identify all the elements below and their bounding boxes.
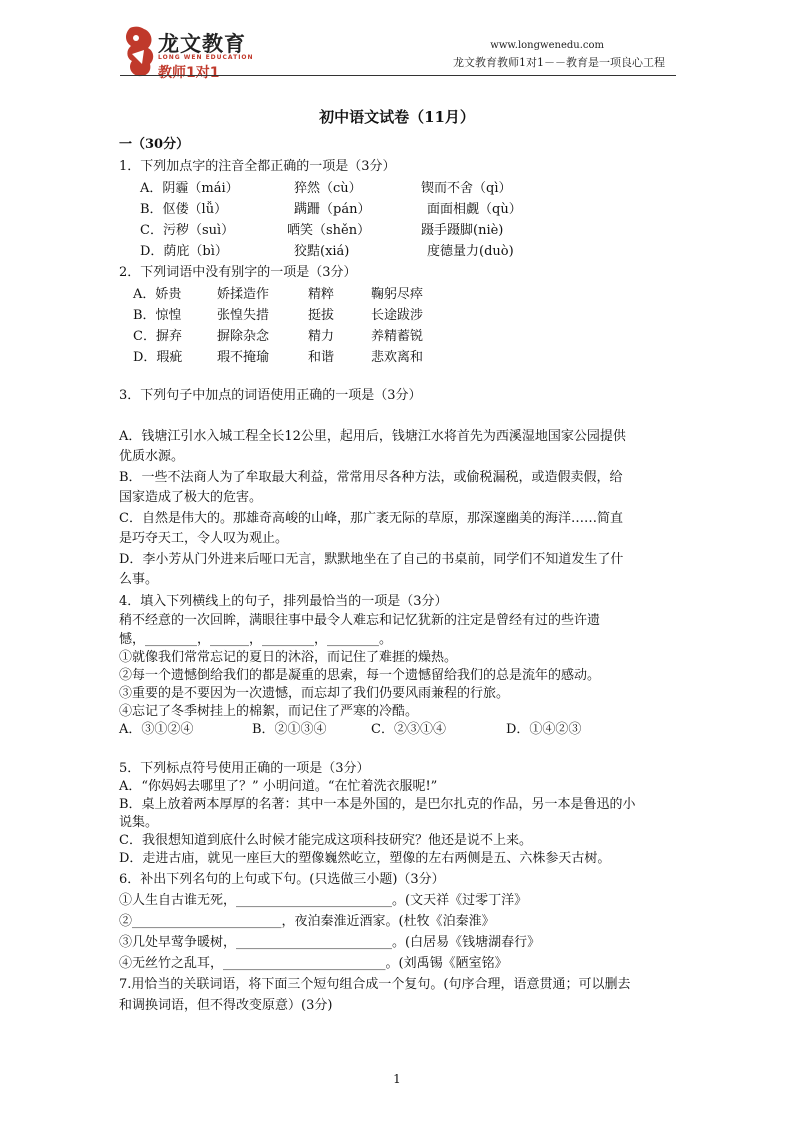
q5-option-a: A．“你妈妈去哪里了？” 小明问道。“在忙着洗衣服呢!”	[119, 779, 438, 794]
q1-option-d-1: D．荫庇（bì）	[140, 244, 228, 259]
q2-a-3: 精粹	[308, 287, 335, 302]
q2-c-2: 摒除杂念	[217, 329, 270, 344]
q2-b-1: B．惊惶	[133, 308, 182, 323]
q3-line: 么事。	[119, 572, 159, 587]
header-divider	[120, 75, 676, 76]
q1-option-c-3: 蹑手蹑脚(niè)	[421, 223, 504, 238]
q5-option-c: C．我很想知道到底什么时候才能完成这项科技研究？他还是说不上来。	[119, 833, 532, 848]
q2-a-4: 鞠躬尽瘁	[371, 287, 424, 302]
q1-option-c-1: C．污秽（suì）	[140, 223, 235, 238]
q4-option-b: B．②①③④	[252, 722, 327, 737]
q2-c-3: 精力	[308, 329, 335, 344]
q2-b-2: 张惶失措	[217, 308, 270, 323]
q2-b-4: 长途跋涉	[371, 308, 424, 323]
q6-item-4: ④无丝竹之乱耳，_________________________。(刘禹锡《陋室铭》	[119, 956, 508, 971]
q4-line: 憾，________，______，________，________。	[119, 632, 393, 647]
logo-sub-text: LONG WEN EDUCATION	[158, 54, 254, 61]
brand-logo	[122, 24, 262, 80]
q3-line: A．钱塘江引水入城工程全长12公里，起用后，钱塘江水将首先为西溪湿地国家公园提供	[119, 429, 626, 444]
logo-main-text: 龙文教育	[158, 32, 246, 56]
q5-option-b-cont: 说集。	[119, 815, 159, 830]
q3-line: 是巧夺天工，令人叹为观止。	[119, 531, 289, 546]
question-7-stem: 7.用恰当的关联词语，将下面三个短句组合成一个复句。(句序合理，语意贯通；可以删去	[119, 977, 631, 992]
q1-option-d-2: 狡黠(xiá)	[294, 244, 350, 259]
q4-sentence-1: ①就像我们常常忘记的夏日的沐浴，而记住了难捱的燥热。	[119, 650, 458, 665]
header-slogan: 龙文教育教师1对1－－教育是一项良心工程	[453, 56, 665, 69]
question-3-stem: 3．下列句子中加点的词语使用正确的一项是（3分）	[119, 388, 422, 403]
q3-line: B．一些不法商人为了牟取最大利益，常常用尽各种方法，或偷税漏税，或造假卖假，给	[119, 470, 623, 485]
q1-option-b-1: B．伛偻（lǚ）	[140, 202, 228, 217]
q2-a-1: A．娇贵	[133, 287, 182, 302]
q1-option-c-2: 哂笑（shěn）	[287, 223, 371, 238]
q2-a-2: 娇揉造作	[217, 287, 270, 302]
q4-option-c: C．②③①④	[371, 722, 446, 737]
q6-item-1: ①人生自古谁无死，________________________。(文天祥《过零丁洋》	[119, 893, 528, 908]
q3-line: 国家造成了极大的危害。	[119, 490, 263, 505]
q2-d-2: 瑕不掩瑜	[217, 350, 270, 365]
q4-sentence-3: ③重要的是不要因为一次遗憾，而忘却了我们仍要风雨兼程的行旅。	[119, 686, 510, 701]
q5-option-d: D．走进古庙，就见一座巨大的塑像巍然屹立，塑像的左右两侧是五、六株参天古树。	[119, 851, 611, 866]
logo-seal-icon	[122, 24, 156, 80]
q7-line: 和调换词语，但不得改变原意）(3分)	[119, 998, 333, 1013]
q4-option-a: A．③①②④	[119, 722, 194, 737]
exam-title: 初中语文试卷（11月）	[319, 108, 475, 126]
q1-option-b-3: 面面相觑（qù）	[427, 202, 522, 217]
q5-option-b: B．桌上放着两本厚厚的名著：其中一本是外国的，是巴尔扎克的作品，另一本是鲁迅的小	[119, 797, 636, 812]
website-url: www.longwenedu.com	[490, 40, 604, 51]
q6-item-3: ③几处早莺争暖树，________________________。(白居易《钱塘湖春行》	[119, 935, 541, 950]
question-1-stem: 1．下列加点字的注音全都正确的一项是（3分）	[119, 159, 396, 174]
q4-line: 稍不经意的一次回眸，满眼往事中最令人难忘和记忆犹新的注定是曾经有过的些许遗	[119, 613, 601, 628]
q2-c-4: 养精蓄锐	[371, 329, 424, 344]
q1-option-d-3: 度德量力(duò)	[427, 244, 514, 259]
q2-c-1: C．摒弃	[133, 329, 182, 344]
q4-sentence-4: ④忘记了冬季树挂上的棉絮，而记住了严寒的冷酷。	[119, 704, 419, 719]
section-heading: 一（30分）	[119, 137, 190, 152]
page-number: 1	[393, 1072, 401, 1086]
q2-d-4: 悲欢离和	[371, 350, 424, 365]
q1-option-a-2: 猝然（cù）	[294, 181, 362, 196]
question-2-stem: 2．下列词语中没有别字的一项是（3分）	[119, 265, 357, 280]
q3-line: D．李小芳从门外进来后哑口无言，默默地坐在了自己的书桌前，同学们不知道发生了什	[119, 552, 624, 567]
question-5-stem: 5．下列标点符号使用正确的一项是（3分）	[119, 761, 370, 776]
q2-d-1: D．瑕疵	[133, 350, 183, 365]
q6-item-2: ②_______________________，夜泊秦淮近酒家。(杜牧《泊秦淮》	[119, 914, 495, 929]
q3-line: 优质水源。	[119, 449, 185, 464]
question-4-stem: 4．填入下列横线上的句子，排列最恰当的一项是（3分）	[119, 594, 448, 609]
question-6-stem: 6．补出下列名句的上句或下句。(只选做三小题)（3分）	[119, 872, 445, 887]
q3-line: C．自然是伟大的。那雄奇高峻的山峰，那广袤无际的草原，那深邃幽美的海洋……简直	[119, 511, 623, 526]
q1-option-b-2: 蹒跚（pán）	[294, 202, 371, 217]
q1-option-a-1: A．阴霾（mái）	[140, 181, 239, 196]
q4-option-d: D．①④②③	[506, 722, 582, 737]
q2-d-3: 和谐	[308, 350, 335, 365]
q2-b-3: 挺拔	[308, 308, 335, 323]
q4-sentence-2: ②每一个遗憾倒给我们的都是凝重的思索，每一个遗憾留给我们的总是流年的感动。	[119, 668, 601, 683]
q1-option-a-3: 锲而不舍（qì）	[421, 181, 512, 196]
logo-tag-text: 教师1对1	[158, 65, 220, 81]
